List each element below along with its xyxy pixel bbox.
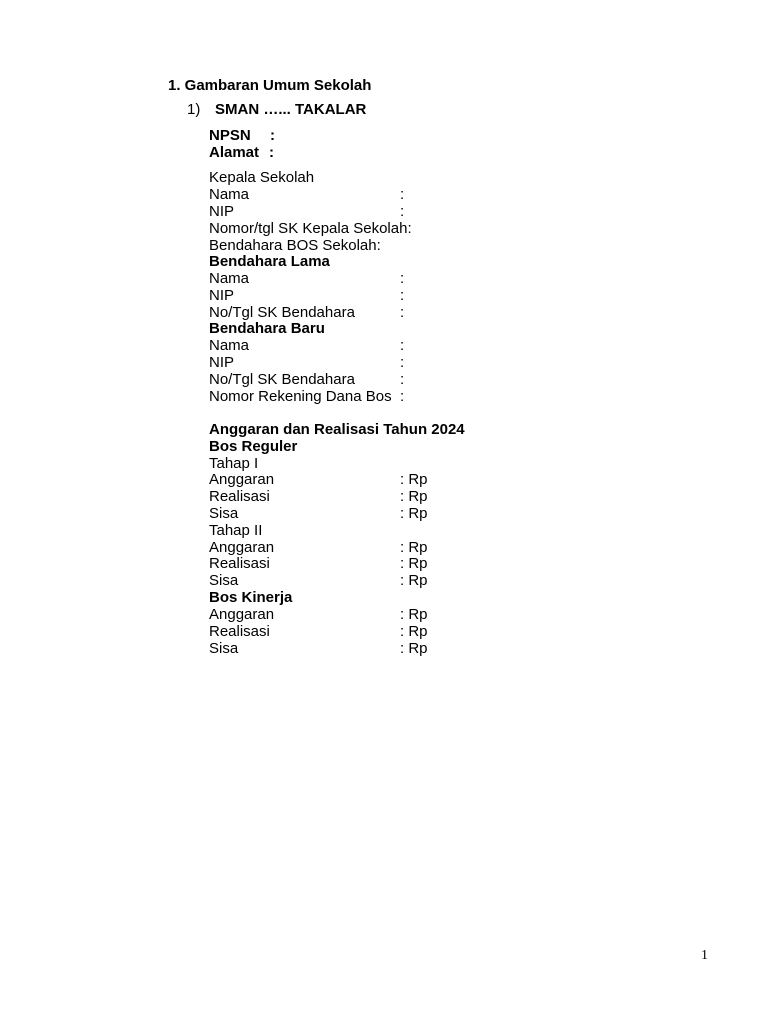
page-number: 1 [701,948,708,963]
bendahara-bos-label: Bendahara BOS Sekolah: [209,237,381,254]
kinerja-anggaran-value: : Rp [400,606,428,623]
tahap2-anggaran-label: Anggaran [209,539,275,556]
bendahara-lama-heading: Bendahara Lama [209,253,330,270]
baru-nip-label: NIP [209,354,235,371]
tahap2-heading: Tahap II [209,522,263,539]
tahap1-sisa-label: Sisa [209,505,239,522]
kepala-nip-label: NIP [209,203,235,220]
alamat-label: Alamat [209,144,260,161]
lama-sk-label: No/Tgl SK Bendahara [209,304,355,321]
baru-sk-label: No/Tgl SK Bendahara [209,371,355,388]
lama-nip-colon: : [400,287,405,304]
lama-nama-label: Nama [209,270,250,287]
tahap2-sisa-label: Sisa [209,572,239,589]
baru-nip-colon: : [400,354,405,371]
alamat-colon: : [269,144,274,161]
kinerja-anggaran-label: Anggaran [209,606,275,623]
tahap1-realisasi-label: Realisasi [209,488,270,505]
kepala-nip-colon: : [400,203,405,220]
kepala-nama-label: Nama [209,186,250,203]
rekening-colon: : [400,388,405,405]
tahap1-sisa-value: : Rp [400,505,428,522]
kinerja-realisasi-label: Realisasi [209,623,270,640]
baru-nama-label: Nama [209,337,250,354]
tahap1-anggaran-value: : Rp [400,471,428,488]
bendahara-baru-heading: Bendahara Baru [209,320,325,337]
section-title: 1. Gambaran Umum Sekolah [168,77,372,94]
lama-nama-colon: : [400,270,405,287]
bos-reguler-heading: Bos Reguler [209,438,298,455]
baru-sk-colon: : [400,371,405,388]
anggaran-heading: Anggaran dan Realisasi Tahun 2024 [209,421,465,438]
tahap2-realisasi-value: : Rp [400,555,428,572]
tahap2-anggaran-value: : Rp [400,539,428,556]
tahap2-sisa-value: : Rp [400,572,428,589]
school-name: SMAN …... TAKALAR [215,101,367,118]
tahap1-heading: Tahap I [209,455,259,472]
baru-nama-colon: : [400,337,405,354]
lama-nip-label: NIP [209,287,235,304]
npsn-label: NPSN [209,127,251,144]
bos-kinerja-heading: Bos Kinerja [209,589,293,606]
npsn-colon: : [270,127,275,144]
tahap1-realisasi-value: : Rp [400,488,428,505]
rekening-label: Nomor Rekening Dana Bos [209,388,392,405]
kepala-sk-label: Nomor/tgl SK Kepala Sekolah: [209,220,412,237]
kepala-nama-colon: : [400,186,405,203]
kinerja-sisa-value: : Rp [400,640,428,657]
tahap1-anggaran-label: Anggaran [209,471,275,488]
lama-sk-colon: : [400,304,405,321]
kinerja-realisasi-value: : Rp [400,623,428,640]
kepala-heading: Kepala Sekolah [209,169,315,186]
kinerja-sisa-label: Sisa [209,640,239,657]
tahap2-realisasi-label: Realisasi [209,555,270,572]
school-list-number: 1) [187,101,201,118]
